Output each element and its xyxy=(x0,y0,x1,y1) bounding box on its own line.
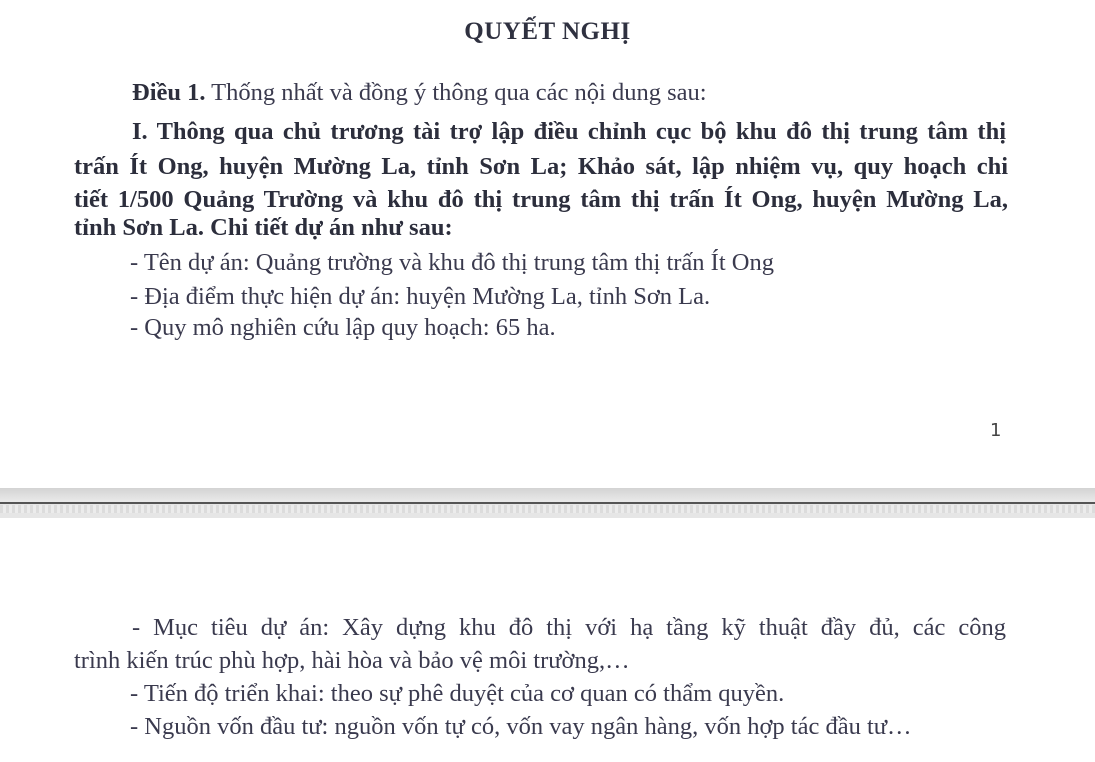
section-heading-line-2: trấn Ít Ong, huyện Mường La, tỉnh Sơn La; Khảo sát, lập nhiệm vụ, quy hoạch chi xyxy=(74,153,1008,180)
project-objective-continuation: trình kiến trúc phù hợp, hài hòa và bảo vệ môi trường,… xyxy=(74,647,630,674)
page-number: 1 xyxy=(990,420,1002,441)
page-break-separator xyxy=(0,488,1095,518)
section-heading-line-3: tiết 1/500 Quảng Trường và khu đô thị trung tâm thị trấn Ít Ong, huyện Mường La, xyxy=(74,186,1008,213)
project-objective-item: - Mục tiêu dự án: Xây dựng khu đô thị với hạ tầng kỹ thuật đầy đủ, các công xyxy=(132,614,1006,641)
project-location-item: - Địa điểm thực hiện dự án: huyện Mường La, tỉnh Sơn La. xyxy=(130,283,711,310)
section-heading-line-4: tỉnh Sơn La. Chi tiết dự án như sau: xyxy=(74,214,453,241)
project-name-item: - Tên dự án: Quảng trường và khu đô thị trung tâm thị trấn Ít Ong xyxy=(130,249,774,276)
section-heading-line-1: I. Thông qua chủ trương tài trợ lập điều chỉnh cục bộ khu đô thị trung tâm thị xyxy=(132,118,1006,145)
article-label: Điều 1. xyxy=(132,79,206,106)
project-timeline-item: - Tiến độ triển khai: theo sự phê duyệt của cơ quan có thẩm quyền. xyxy=(130,680,785,707)
document-title: QUYẾT NGHỊ xyxy=(464,18,631,45)
article-1-line xyxy=(132,78,707,108)
project-funding-item: - Nguồn vốn đầu tư: nguồn vốn tự có, vốn vay ngân hàng, vốn hợp tác đầu tư… xyxy=(130,713,912,740)
document-page-2 xyxy=(0,518,1095,762)
project-scale-item: - Quy mô nghiên cứu lập quy hoạch: 65 ha. xyxy=(130,314,556,341)
article-text: Thống nhất và đồng ý thông qua các nội dung sau: xyxy=(205,79,707,106)
